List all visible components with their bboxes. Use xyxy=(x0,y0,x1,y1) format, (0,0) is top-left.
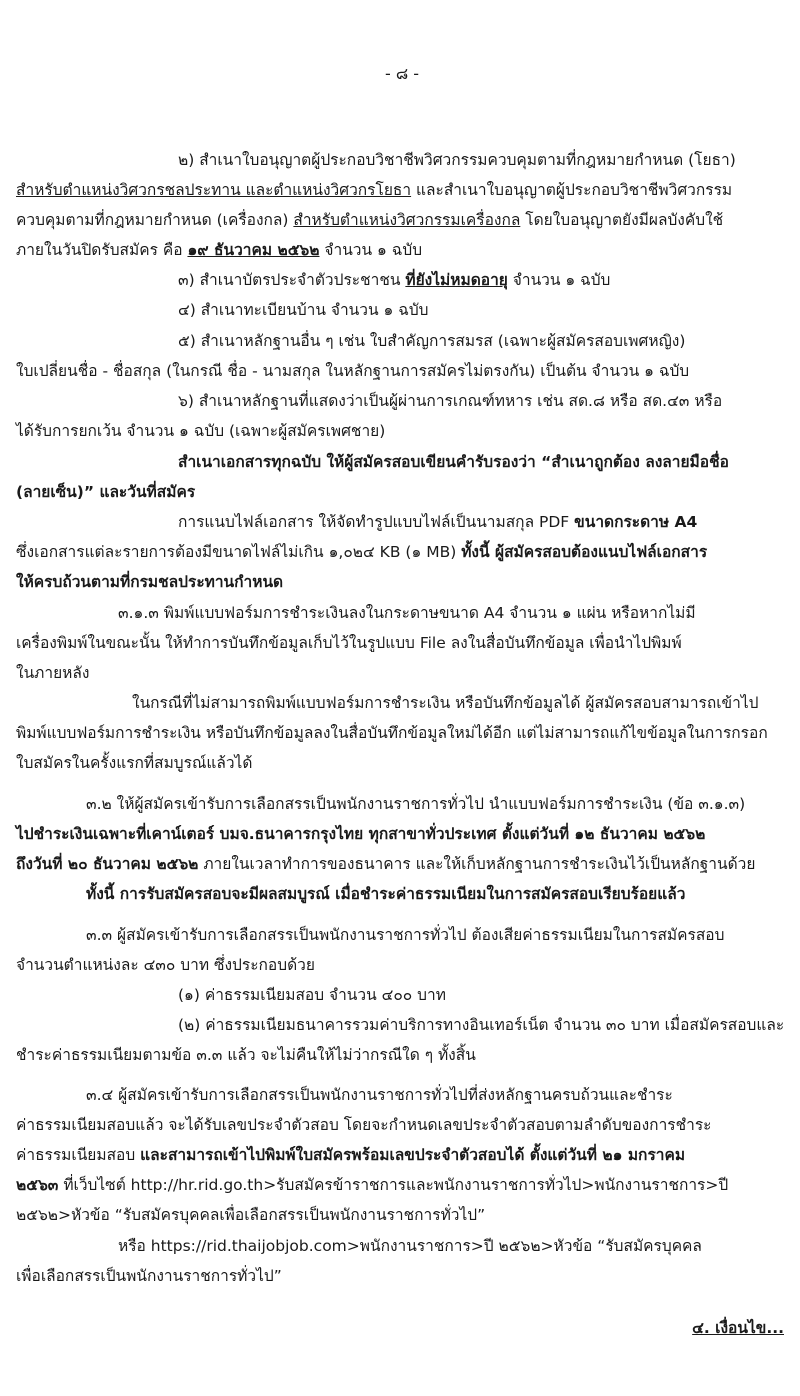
item-2-line-2: สำหรับตำแหน่งวิศวกรชลประทาน และตำแหน่งวิศวกรโยธา และสำเนาใบอนุญาตผู้ประกอบวิชาชีพวิศวกรรม xyxy=(16,181,733,199)
section-33-line-5: ชำระค่าธรรมเนียมตามข้อ ๓.๓ แล้ว จะไม่คืนให้ไม่ว่ากรณีใด ๆ ทั้งสิ้น xyxy=(16,1046,476,1064)
item-2-line-3: ควบคุมตามที่กฎหมายกำหนด (เครื่องกล) สำหรับตำแหน่งวิศวกรรมเครื่องกล โดยใบอนุญาตยังมีผลบังคับใช้ xyxy=(16,211,724,229)
section-313-line-2: เครื่องพิมพ์ในขณะนั้น ให้ทำการบันทึกข้อมูลเก็บไว้ในรูปแบบ File ลงในสื่อบันทึกข้อมูล เพื่อนำไปพิมพ์ xyxy=(16,634,682,652)
section-34-line-7: เพื่อเลือกสรรเป็นพนักงานราชการทั่วไป” xyxy=(16,1267,282,1285)
section-313-line-1: ๓.๑.๓ พิมพ์แบบฟอร์มการชำระเงินลงในกระดาษขนาด A4 จำนวน ๑ แผ่น หรือหากไม่มี xyxy=(118,604,696,622)
attach-line-3: ให้ครบถ้วนตามที่กรมชลประทานกำหนด xyxy=(16,573,284,591)
item-2-position-mech: สำหรับตำแหน่งวิศวกรรมเครื่องกล xyxy=(293,211,521,229)
attach-line-1: การแนบไฟล์เอกสาร ให้จัดทำรูปแบบไฟล์เป็นนามสกุล PDF ขนาดกระดาษ A4 xyxy=(178,513,698,531)
section-32-line-3: ถึงวันที่ ๒๐ ธันวาคม ๒๕๖๒ ภายในเวลาทำการของธนาคาร และให้เก็บหลักฐานการชำระเงินไว้เป็นหลักฐานด้วย xyxy=(16,855,756,873)
section-32-line-4: ทั้งนี้ การรับสมัครสอบจะมีผลสมบูรณ์ เมื่อชำระค่าธรรมเนียมในการสมัครสอบเรียบร้อยแล้ว xyxy=(86,885,686,903)
item-5-line-1: ๕) สำเนาหลักฐานอื่น ๆ เช่น ใบสำคัญการสมรส (เฉพาะผู้สมัครสอบเพศหญิง) xyxy=(178,332,686,350)
nocase-line-3: ใบสมัครในครั้งแรกที่สมบูรณ์แล้วได้ xyxy=(16,754,253,772)
item-4: ๔) สำเนาทะเบียนบ้าน จำนวน ๑ ฉบับ xyxy=(178,301,429,319)
certify-line-1: สำเนาเอกสารทุกฉบับ ให้ผู้สมัครสอบเขียนคำรับรองว่า “สำเนาถูกต้อง ลงลายมือชื่อ xyxy=(178,453,729,471)
certify-line-2: (ลายเซ็น)” และวันที่สมัคร xyxy=(16,483,196,501)
nocase-line-1: ในกรณีที่ไม่สามารถพิมพ์แบบฟอร์มการชำระเงิน หรือบันทึกข้อมูลได้ ผู้สมัครสอบสามารถเข้าไป xyxy=(132,694,759,712)
item-2-position-civil: สำหรับตำแหน่งวิศวกรชลประทาน และตำแหน่งวิศวกรโยธา xyxy=(16,181,412,199)
attach-line-2: ซึ่งเอกสารแต่ละรายการต้องมีขนาดไฟล์ไม่เกิน ๑,๐๒๔ KB (๑ MB) ทั้งนี้ ผู้สมัครสอบต้องแนบไฟล์เอกสาร xyxy=(16,543,708,561)
item-6-line-1: ๖) สำเนาหลักฐานที่แสดงว่าเป็นผู้ผ่านการเกณฑ์ทหาร เช่น สด.๘ หรือ สด.๔๓ หรือ xyxy=(178,392,723,410)
item-2-line-1: ๒) สำเนาใบอนุญาตผู้ประกอบวิชาชีพวิศวกรรมควบคุมตามที่กฎหมายกำหนด (โยธา) xyxy=(178,151,736,169)
section-313-line-3: ในภายหลัง xyxy=(16,664,90,682)
section-34-line-6: หรือ https://rid.thaijobjob.com>พนักงานราชการ>ปี ๒๕๖๒>หัวข้อ “รับสมัครบุคคล xyxy=(118,1237,702,1255)
item-5-line-2: ใบเปลี่ยนชื่อ - ชื่อสกุล (ในกรณี ชื่อ - นามสกุล ในหลักฐานการสมัครไม่ตรงกัน) เป็นต้น จำนวน ๑ ฉบับ xyxy=(16,362,690,380)
item-3: ๓) สำเนาบัตรประจำตัวประชาชน ที่ยังไม่หมดอายุ จำนวน ๑ ฉบับ xyxy=(178,271,611,289)
continued-next-page: ๔. เงื่อนไข... xyxy=(692,1319,784,1337)
page-number: - ๘ - xyxy=(385,64,420,83)
website-hr: ที่เว็บไซต์ http://hr.rid.go.th>รับสมัครข้าราชการและพนักงานราชการทั่วไป>พนักงานราชการ>ปี xyxy=(58,1176,729,1194)
section-33-line-3: (๑) ค่าธรรมเนียมสอบ จำนวน ๔๐๐ บาท xyxy=(178,986,446,1004)
section-32-line-1: ๓.๒ ให้ผู้สมัครเข้ารับการเลือกสรรเป็นพนักงานราชการทั่วไป นำแบบฟอร์มการชำระเงิน (ข้อ ๓.๑.๓) xyxy=(86,795,746,813)
section-33-line-4: (๒) ค่าธรรมเนียมธนาคารรวมค่าบริการทางอินเทอร์เน็ต จำนวน ๓๐ บาท เมื่อสมัครสอบและ xyxy=(178,1016,785,1034)
section-33-line-1: ๓.๓ ผู้สมัครเข้ารับการเลือกสรรเป็นพนักงานราชการทั่วไป ต้องเสียค่าธรรมเนียมในการสมัครสอบ xyxy=(86,926,725,944)
section-34-line-5: ๒๕๖๒>หัวข้อ “รับสมัครบุคคลเพื่อเลือกสรรเป็นพนักงานราชการทั่วไป” xyxy=(16,1206,486,1224)
section-32-line-2: ไปชำระเงินเฉพาะที่เคาน์เตอร์ บมจ.ธนาคารกรุงไทย ทุกสาขาทั่วประเทศ ตั้งแต่วันที่ ๑๒ ธันวาคม ๒๕๖๒ xyxy=(16,825,706,843)
section-34-line-1: ๓.๔ ผู้สมัครเข้ารับการเลือกสรรเป็นพนักงานราชการทั่วไปที่ส่งหลักฐานครบถ้วนและชำระ xyxy=(86,1086,673,1104)
item-2-line-4: ภายในวันปิดรับสมัคร คือ ๑๙ ธันวาคม ๒๕๖๒ จำนวน ๑ ฉบับ xyxy=(16,241,423,259)
item-6-line-2: ได้รับการยกเว้น จำนวน ๑ ฉบับ (เฉพาะผู้สมัครเพศชาย) xyxy=(16,422,386,440)
section-33-line-2: จำนวนตำแหน่งละ ๔๓๐ บาท ซึ่งประกอบด้วย xyxy=(16,956,315,974)
nocase-line-2: พิมพ์แบบฟอร์มการชำระเงิน หรือบันทึกข้อมูลลงในสื่อบันทึกข้อมูลใหม่ได้อีก แต่ไม่สามารถแก้ไขข้อมูลในการกรอก xyxy=(16,724,768,742)
section-34-line-4: ๒๕๖๓ ที่เว็บไซต์ http://hr.rid.go.th>รับสมัครข้าราชการและพนักงานราชการทั่วไป>พนักงานราชการ>ปี xyxy=(16,1176,729,1194)
section-34-line-2: ค่าธรรมเนียมสอบแล้ว จะได้รับเลขประจำตัวสอบ โดยจะกำหนดเลขประจำตัวสอบตามลำดับของการชำระ xyxy=(16,1116,712,1134)
closing-date: ๑๙ ธันวาคม ๒๕๖๒ xyxy=(187,241,320,259)
section-34-line-3: ค่าธรรมเนียมสอบ และสามารถเข้าไปพิมพ์ใบสมัครพร้อมเลขประจำตัวสอบได้ ตั้งแต่วันที่ ๒๑ มกราคม xyxy=(16,1146,686,1164)
